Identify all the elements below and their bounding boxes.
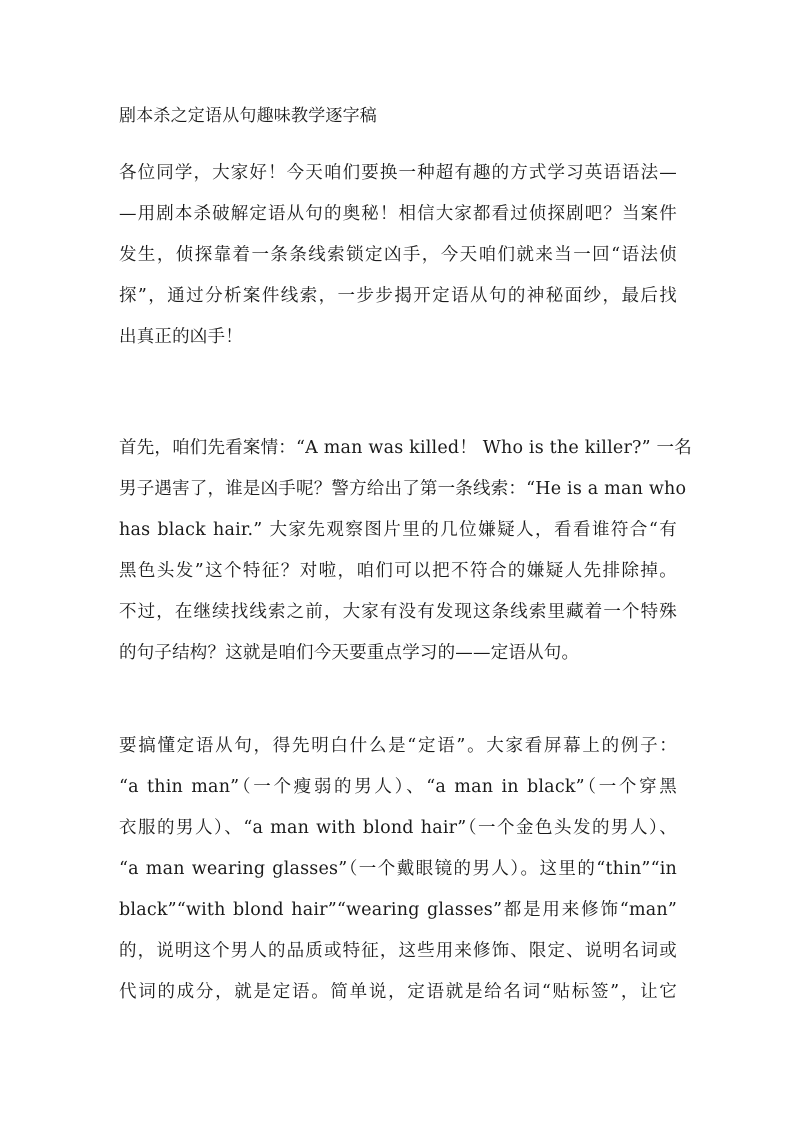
paragraph-line: has black hair.” 大家先观察图片里的几位嫌疑人，看看谁符合“有 [119, 520, 677, 540]
document-title: 剧本杀之定语从句趣味教学逐字稿 [119, 106, 377, 126]
paragraph-line: “a man wearing glasses”（一个戴眼镜的男人）。这里的“thin”“in [119, 859, 677, 879]
paragraph-line: 各位同学，大家好！今天咱们要换一种超有趣的方式学习英语语法— [119, 163, 677, 183]
paragraph-line: 首先，咱们先看案情：“A man was killed！ Who is the killer?” 一名 [119, 438, 692, 458]
paragraph-line: 不过，在继续找线索之前，大家有没有发现这条线索里藏着一个特殊 [119, 602, 677, 622]
paragraph-line: 代词的成分，就是定语。简单说，定语就是给名词“贴标签”，让它 [119, 982, 677, 1002]
paragraph-line: 衣服的男人）、“a man with blond hair”（一个金色头发的男人）、 [119, 818, 677, 838]
paragraph-line: 要搞懂定语从句，得先明白什么是“定语”。大家看屏幕上的例子： [119, 736, 677, 756]
paragraph-line: 探”，通过分析案件线索，一步步揭开定语从句的神秘面纱，最后找 [119, 286, 677, 306]
paragraph-line: “a thin man”（一个瘦弱的男人）、“a man in black”（一个穿黑 [119, 777, 677, 797]
paragraph-line: —用剧本杀破解定语从句的奥秘！相信大家都看过侦探剧吧？当案件 [119, 204, 677, 224]
paragraph-line: 黑色头发”这个特征？对啦，咱们可以把不符合的嫌疑人先排除掉。 [119, 561, 677, 581]
paragraph-line: 男子遇害了，谁是凶手呢？警方给出了第一条线索：“He is a man who [119, 479, 687, 499]
paragraph-line: black”“with blond hair”“wearing glasses”都是用来修饰“man” [119, 900, 677, 920]
paragraph-line: 出真正的凶手！ [119, 327, 243, 347]
paragraph-line: 的句子结构？这就是咱们今天要重点学习的——定语从句。 [119, 643, 580, 663]
paragraph-line: 的，说明这个男人的品质或特征，这些用来修饰、限定、说明名词或 [119, 941, 677, 961]
paragraph-line: 发生，侦探靠着一条条线索锁定凶手，今天咱们就来当一回“语法侦 [119, 245, 677, 265]
